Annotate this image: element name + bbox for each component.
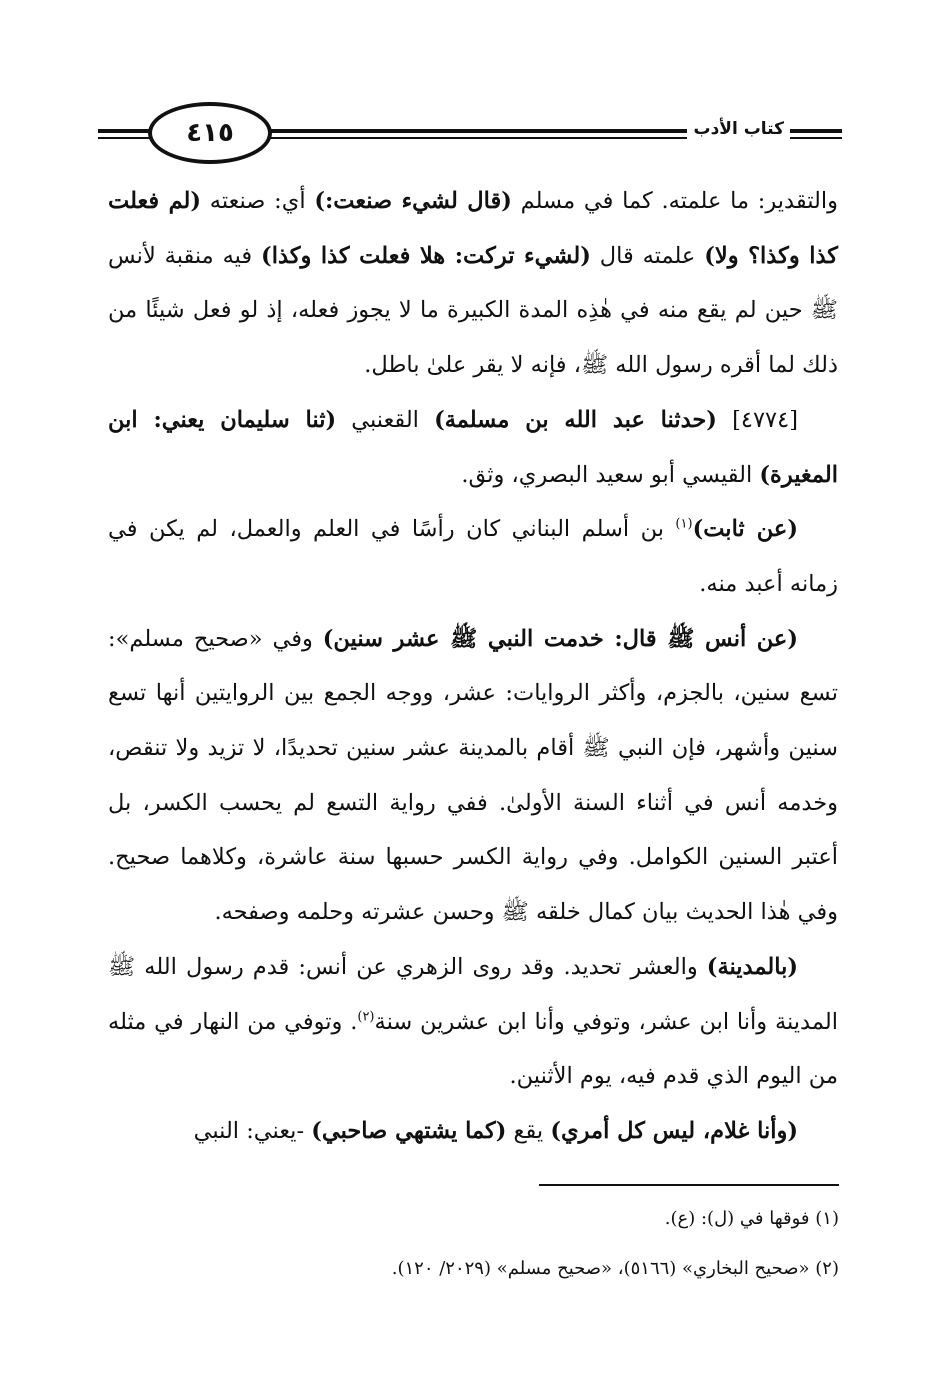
footnote-separator bbox=[539, 1184, 839, 1186]
main-text bbox=[108, 174, 838, 1159]
text-run: علمته قال bbox=[590, 242, 705, 269]
text-run: القعنبي bbox=[336, 406, 435, 433]
text-run: وفي «صحيح مسلم»: تسع سنين، بالجزم، وأكثر الروايات: عشر، ووجه الجمع بين الروايتين أنها تسع سنين وأشهر، فإن النبي ﷺ أقام بالمدينة عشر سنين تحديدًا، لا تزيد ولا تنقص، وخدمه أنس في أثناء السنة الأولىٰ. ففي رواية التسع لم يحسب الكسر، بل أعتبر السنين الكوامل. وفي رواية الكسر حسبها سنة عاشرة، وكلاهما صحيح. وفي هٰذا الحديث بيان كمال خلقه ﷺ وحسن عشرته وحلمه وصفحه. bbox=[108, 625, 838, 926]
footnote-item bbox=[109, 1194, 839, 1244]
text-run: أي: صنعته bbox=[201, 188, 315, 214]
page-header bbox=[98, 98, 842, 168]
paragraph-p4 bbox=[108, 612, 838, 940]
bold-quote: (عن ثابت) bbox=[692, 516, 799, 543]
bold-quote: (بالمدينة) bbox=[706, 953, 798, 980]
paragraph-p5 bbox=[108, 940, 838, 1104]
paragraph-p2 bbox=[108, 393, 838, 502]
text-run: والتقدير: ما علمته. كما في مسلم bbox=[511, 188, 838, 214]
text-run: -يعني: النبي bbox=[193, 1117, 312, 1144]
header-rule-right bbox=[804, 129, 842, 133]
bold-quote: (لم فعلت كذا وكذا؟ ولا) bbox=[108, 188, 838, 269]
bold-quote: (عن أنس ﷺ قال: خدمت النبي ﷺ عشر سنين) bbox=[322, 625, 799, 652]
text-run: يقع bbox=[506, 1117, 551, 1144]
page-number-badge bbox=[148, 102, 272, 164]
bold-quote: (قال لشيء صنعت:) bbox=[314, 188, 512, 214]
header-rule-right-thin bbox=[804, 137, 842, 139]
paragraph-p6 bbox=[108, 1104, 838, 1159]
text-run: بن أسلم البناني كان رأسًا في العلم والعمل، لم يكن في زمانه أعبد منه. bbox=[108, 516, 838, 597]
footnotes bbox=[109, 1194, 839, 1294]
text-run: [٤٧٧٤] bbox=[716, 406, 799, 433]
paragraph-p1 bbox=[108, 174, 838, 393]
paragraph-p3 bbox=[108, 502, 838, 611]
bold-quote: (حدثنا عبد الله بن مسلمة) bbox=[434, 406, 717, 433]
text-run: القيسي أبو سعيد البصري، وثق. bbox=[461, 461, 760, 488]
book-title: كتاب الأدب bbox=[687, 119, 790, 139]
footnote-number: (٢) bbox=[815, 1258, 839, 1279]
bold-quote: (وأنا غلام، ليس كل أمري) bbox=[550, 1117, 798, 1144]
footnote-number: (١) bbox=[815, 1208, 839, 1229]
bold-quote: (ثنا سليمان يعني: ابن المغيرة) bbox=[108, 406, 838, 488]
text-run: فيه منقبة لأنس ﷺ حين لم يقع منه في هٰذِه المدة الكبيرة ما لا يجوز فعله، إذ لو فعل شيئًا من ذلك لما أقره رسول الله ﷺ، فإنه لا يقر علىٰ باطل. bbox=[108, 242, 838, 379]
text-run: والعشر تحديد. وقد روى الزهري عن أنس: قدم رسول الله ﷺ المدينة وأنا ابن عشر، وتوفي وأنا ابن عشرين سنة bbox=[108, 953, 838, 1035]
footnote-item bbox=[109, 1244, 839, 1294]
footnote-ref: (٢) bbox=[357, 1009, 375, 1025]
footnote-text: «صحيح البخاري» (٥١٦٦)، «صحيح مسلم» (٢٠٢٩/ ١٢٠). bbox=[391, 1258, 810, 1279]
footnote-ref: (١) bbox=[675, 516, 693, 532]
footnote-text: فوقها في (ل): (ع). bbox=[664, 1208, 810, 1229]
bold-quote: (لشيء تركت: هلا فعلت كذا وكذا) bbox=[261, 242, 591, 269]
page-number: ٤١٥ bbox=[186, 118, 234, 148]
bold-quote: (كما يشتهي صاحبي) bbox=[311, 1117, 507, 1144]
text-run: . وتوفي من النهار في مثله من اليوم الذي قدم فيه، يوم الأثنين. bbox=[108, 1008, 838, 1090]
